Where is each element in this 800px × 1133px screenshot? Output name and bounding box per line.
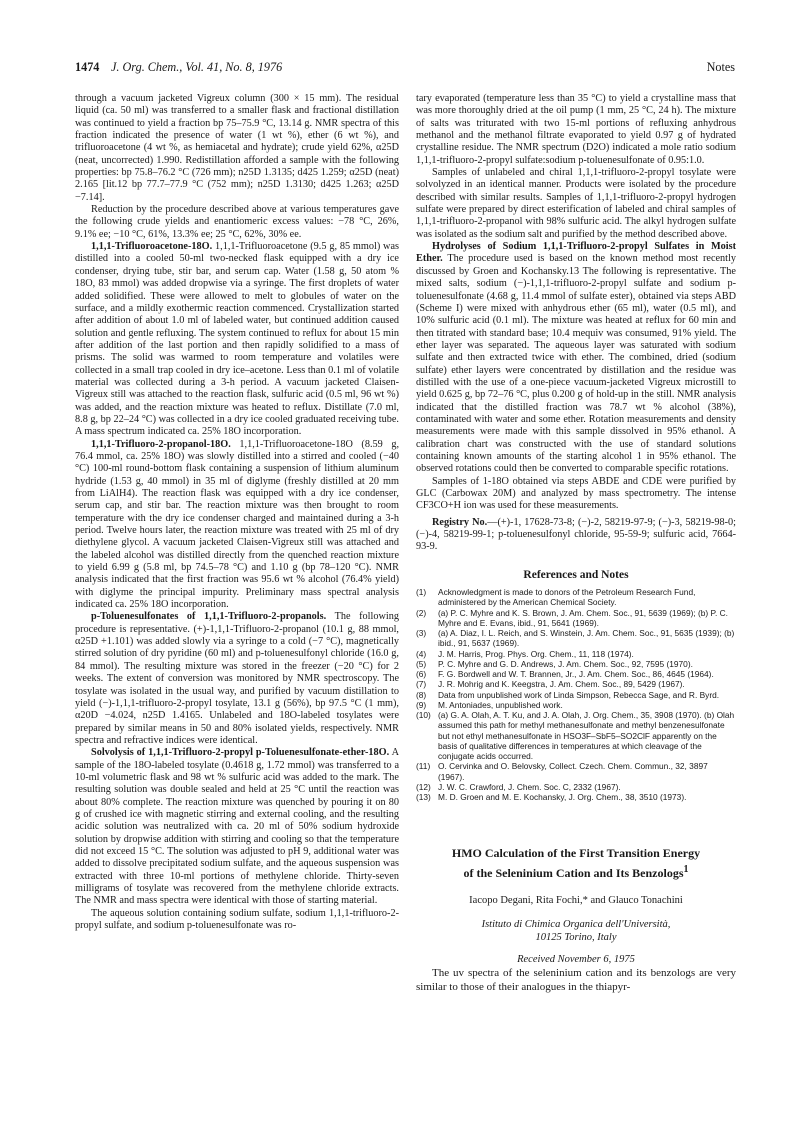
reference-number: (5) [416,658,427,669]
section-paragraph [75,611,399,747]
section-paragraph [75,747,399,907]
section-title: Solvolysis of 1,1,1-Trifluoro-2-propyl p-Toluenesulfonate-ether-18O. [91,747,390,759]
paragraph: Samples of unlabeled and chiral 1,1,1-trifluoro-2-propyl tosylate were solvolyzed in an identical manner. Products were isolated by the procedure described with similar results. Samples of 1,1,1-trifluoro-2-propyl hydrogen sulfate were prepared by direct esterification of labeled and chiral samples of 1,1,1-trifluoro-2-propanol with 98% sulfuric acid. The alkyl hydrogen sulfate was isolated as the sodium salt and purified by the method described above. [416,167,736,240]
section-title: Hydrolyses of Sodium 1,1,1-Trifluoro-2-propyl Sulfates in Moist Ether. [416,241,736,265]
paragraph: The aqueous solution containing sodium sulfate, sodium 1,1,1-trifluoro-2-propyl sulfate, and sodium p-toluenesulfonate was ro- [75,907,399,932]
reference-item [416,669,736,679]
article-title-line: HMO Calculation of the First Transition Energy [451,846,701,861]
reference-item [416,700,736,710]
registry-paragraph [416,517,736,554]
reference-item [416,710,736,761]
section-text: The following procedure is representative. (+)-1,1,1-Trifluoro-2-propanol (10.1 g, 88 mmol, α25D +1.101) was added slowly via a syringe to a cold (−7 °C), magnetically stirred solution of dry pyridine (60 ml) and p-toluenesulfonyl chloride (16.0 g, 84 mmol). The resulting mixture was stored in the freezer (−20 °C) for 2 weeks. The extent of conversion was monitored by NMR spectroscopy. The tosylate was isolated in the usual way, and purified by vacuum distillation to yield (−)-1,1,1-trifluoro-2-propyl tosylate, 13.1 g (56%), bp 97.5 °C (1 mm), α20D −4.024, n25D 1.4165. Unlabeled and 18O-labeled tosylates were prepared by similar means in 50 and 80% isolated yields, respectively. NMR spectra and refractive indices were identical. [75,611,399,746]
reference-text: J. R. Mohrig and K. Keegstra, J. Am. Chem. Soc., 89, 5429 (1967). [438,679,685,690]
section-text: The procedure used is based on the known method most recently discussed by Groen and Kochansky.13 The following is representative. The mixed salts, sodium (−)-1,1,1-trifluoro-2-propyl sulfate and sodium p-toluenesulfonate (4.68 g, 11.4 mmol of sulfate ester), obtained via steps ABD (Scheme I) were mixed with anhydrous ether (65 ml), water (0.5 ml), and 10% sulfuric acid (0.1 ml). The mixture was heated at reflux for 60 min and then titrated with standard base; 10.4 mequiv was consumed, 91% yield. The ether layer was separated. The aqueous layer was saturated with sodium sulfate and then extracted twice with ether. The combined, dried (sodium sulfate) ether layers were concentrated by distillation and the residue was distilled with the use of a one-piece vacuum-jacketed Vigreux microstill to yield 0.625 g, bp 72–76 °C, plus 0.200 g of hold-up in the still. NMR analysis indicated that the distilled fraction was 78.7 wt % alcohol (38%), contaminated with water and some ether. Rotation measurements and density measurements were made with this sample dissolved in 95% ethanol. A calibration chart was constructed with the use of standard solutions containing known amounts of the starting alcohol 1 in 95% ethanol. The observed rotations could then be converted to comparable specific rotations. [416,253,737,475]
reference-text: M. D. Groen and M. E. Kochansky, J. Org. Chem., 38, 3510 (1973). [438,792,687,803]
reference-number: (6) [416,669,427,680]
section-paragraph [75,241,399,439]
section-name: Notes [706,60,735,74]
paragraph: Reduction by the procedure described above at various temperatures gave the following crude yields and enantiomeric excess values: −78 °C, 26%, 9.1% ee; −10 °C, 61%, 13.3% ee; 25 °C, 62%, 30% ee. [75,204,399,240]
abstract: The uv spectra of the seleninium cation and its benzologs are very similar to those of their analogues in the thiapyr- [416,967,736,993]
references-title: References and Notes [523,568,629,581]
reference-item [416,608,736,629]
section-text: 1,1,1-Trifluoroacetone-18O (8.59 g, 76.4 mmol, ca. 25% 18O) was slowly distilled into a stirred and cooled (−40 °C) 100-ml round-bottom flask containing a suspension of lithium aluminum hydride (1.53 g, 40 mmol) in 35 ml of diglyme (freshly distilled at 20 mm from LiAlH4). The reaction flask was equipped with a dry ice condenser, serum cap, and stir bar. The reaction mixture was then brought to room temperature with the dry ice condenser charged and maintained during a 3-h period. Twelve hours later, the reaction mixture was treated with 25 ml of dry diethylene glycol. A vacuum jacketed Claisen-Vigreux still was attached and the labeled alcohol was distilled directly from the quenched reaction mixture to yield 6.99 g (5.8 ml, bp 74.5–78 °C) and 1.10 g (bp 78–120 °C). NMR analysis indicated that the first fraction was 95.6 wt % alcohol (76.4% yield) with diglyme the principal impurity. Preliminary mass spectral analysis indicated ca. 25% 18O incorporation. [75,438,400,611]
article-title-line: of the Seleninium Cation and Its Benzologs [463,865,684,880]
section-title: 1,1,1-Trifluoro-2-propanol-18O. [91,438,231,450]
reference-number: (13) [416,792,431,803]
section-title: p-Toluenesulfonates of 1,1,1-Trifluoro-2-propanols. [91,611,327,623]
reference-item [416,690,736,700]
affiliation-line: Istituto di Chimica Organica dell'Università, [481,918,671,930]
page-header [75,60,735,80]
reference-number: (12) [416,781,431,792]
paragraph: tary evaporated (temperature less than 35 °C) to yield a crystalline mass that was more thoroughly dried at the oil pump (1 mm, 25 °C, 24 h). The mixture of salts was triturated with two 15-ml portions of refluxing anhydrous methanol and the methanol filtrate evaporated to yield 0.97 g of hydrated crystalline residue. The NMR spectrum (D2O) indicated a mole ratio sodium 1,1,1-trifluoro-2-propyl sulfate:sodium p-toluenesulfonate of 0.95:1.0. [416,93,736,166]
reference-number: (11) [416,761,431,772]
reference-number: (7) [416,679,427,690]
reference-number: (9) [416,699,427,710]
affiliation [416,918,736,944]
footnote-marker: 1 [683,863,689,875]
reference-text: Data from unpublished work of Linda Simpson, Rebecca Sage, and R. Byrd. [438,689,720,700]
received-date: Received November 6, 1975 [517,953,635,965]
right-column [416,93,736,994]
reference-text: (a) G. A. Olah, A. T. Ku, and J. A. Olah, J. Org. Chem., 35, 3908 (1970). (b) Olah assumed this path for methyl methanesulfonate and methyl benzenesulfonate but not ethyl methanesulfonate in HSO3F–SbF5–SO2ClF apparently on the basis of qualitative differences in temperatures at which cleavage of the conjugate acids occurred. [438,710,735,762]
reference-text: O. Cervinka and O. Belovsky, Collect. Czech. Chem. Commun., 32, 3897 (1967). [438,761,708,782]
references-list [416,587,736,802]
reference-number: (1) [416,587,427,598]
section-title: 1,1,1-Trifluoroacetone-18O. [91,241,213,253]
reference-text: (a) A. Diaz, I. L. Reich, and S. Winstein, J. Am. Chem. Soc., 91, 5635 (1939); (b) ibid., 91, 5637 (1969). [438,628,735,649]
registry-label: Registry No. [432,516,488,528]
reference-number: (2) [416,607,427,618]
journal-citation: J. Org. Chem., Vol. 41, No. 8, 1976 [111,60,283,74]
reference-item [416,587,736,608]
reference-number: (3) [416,628,427,639]
paragraph: through a vacuum jacketed Vigreux column (300 × 15 mm). The residual liquid (ca. 50 ml) was transferred to a smaller flask and fractional distillation was continued to yield a fraction bp 75–75.9 °C, 13.14 g. NMR spectra of this fraction indicated the presence of water (1 wt %), ether (6 wt %), and trifluoroacetone (4 wt %, as hemiacetal and hydrate); crude yield 62%, α25D (neat, uncorrected) 1.990. Redistillation afforded a sample with the following properties: bp 75.8–76.2 °C (726 mm); n25D 1.3135; d425 1.259; α25D (neat) 2.165 [lit.12 bp 77.7–77.9 °C (752 mm); n25D 1.3130; d425 1.263; α25D −7.14]. [75,93,399,203]
reference-text: F. G. Bordwell and W. T. Brannen, Jr., J. Am. Chem. Soc., 86, 4645 (1964). [438,669,714,680]
reference-text: J. M. Harris, Prog. Phys. Org. Chem., 11, 118 (1974). [438,648,634,659]
article-title [416,846,736,881]
reference-item [416,659,736,669]
paragraph: Samples of 1-18O obtained via steps ABDE and CDE were purified by GLC (Carbowax 20M) and analyzed by mass spectrometry. The intense CF3CO+H ion was used for these measurements. [416,475,736,512]
section-text: A sample of the 18O-labeled tosylate (0.4618 g, 1.72 mmol) was transferred to a 10-ml volumetric flask and 98 wt % sulfuric acid was added to the mark. The resulting solution was double sealed and held at 25 °C until the reaction was about 80% complete. The reaction mixture was quenched by pouring it on 80 g of crushed ice with magnetic stirring and external cooling, and the resulting acidic solution was neutralized with ca. 20 ml of 50% sodium hydroxide solution by dropwise addition with stirring and cooling so that the temperature did not exceed 15 °C. The solution was adjusted to pH 9, additional water was added to dissolve precipitated sodium sulfate, and the aqueous suspension was extracted with three 10-ml portions of methylene chloride. Thirty-seven milligrams of tosylate was recovered from the methylene chloride extracts. The NMR and mass spectra were identical with those of starting material. [75,747,399,907]
section-paragraph [416,241,736,476]
reference-text: M. Antoniades, unpublished work. [438,699,563,710]
page-number: 1474 [75,60,100,74]
reference-number: (8) [416,689,427,700]
reference-item [416,792,736,802]
reference-item [416,649,736,659]
section-text: 1,1,1-Trifluoroacetone (9.5 g, 85 mmol) was distilled into a cooled 50-ml two-necked flask equipped with a dry ice condenser, drying tube, stir bar, and serum cap. Water (1.58 g, 50 atom % 18O, 83 mmol) was added dropwise via a syringe. The first droplets of water added solidified. These were allowed to melt to globules of water on the surface, and a mildly exothermic reaction commenced. Crystallization started after addition of about 1.0 ml of labeled water, but continued addition caused solution and gentle refluxing. The system continued to reflux for about 15 min after addition of the last portion and then rapidly solidified to a mass of prisms. The solid was warmed to room temperature and volatiles were collected in a small trap cooled in dry ice–acetone. Less than 0.1 ml of volatile material was collected during a 3-h period. A vacuum jacketed Claisen-Vigreux still was attached to the reaction flask, sulfuric acid (0.5 ml, 96 wt %) was added, and the reaction mixture was heated to reflux. Distillate (7.0 ml, 8.8 g, bp 22–24 °C) was collected in a dry ice cooled graduated receiving tube. A mass spectrum indicated ca. 25% 18O incorporation. [75,241,399,438]
reference-text: P. C. Myhre and G. D. Andrews, J. Am. Chem. Soc., 92, 7595 (1970). [438,658,693,669]
reference-item [416,679,736,689]
reference-text: J. W. C. Crawford, J. Chem. Soc. C, 2332 (1967). [438,781,621,792]
left-column [75,93,399,932]
reference-text: Acknowledgment is made to donors of the Petroleum Research Fund, administered by the American Chemical Society. [438,587,696,608]
reference-item [416,761,736,782]
reference-number: (4) [416,648,427,659]
reference-item [416,628,736,649]
registry-text: —(+)-1, 17628-73-8; (−)-2, 58219-97-9; (−)-3, 58219-98-0; (−)-4, 58219-99-1; p-toluenesulfonyl chloride, 95-59-9; sulfuric acid, 7664-93-9. [416,516,737,553]
affiliation-line: 10125 Torino, Italy [535,931,617,943]
reference-item [416,782,736,792]
authors: Iacopo Degani, Rita Fochi,* and Glauco Tonachini [469,895,683,907]
reference-number: (10) [416,710,431,721]
reference-text: (a) P. C. Myhre and K. S. Brown, J. Am. Chem. Soc., 91, 5639 (1969); (b) P. C. Myhre and E. Evans, ibid., 91, 5641 (1969). [438,607,728,628]
section-paragraph [75,439,399,612]
